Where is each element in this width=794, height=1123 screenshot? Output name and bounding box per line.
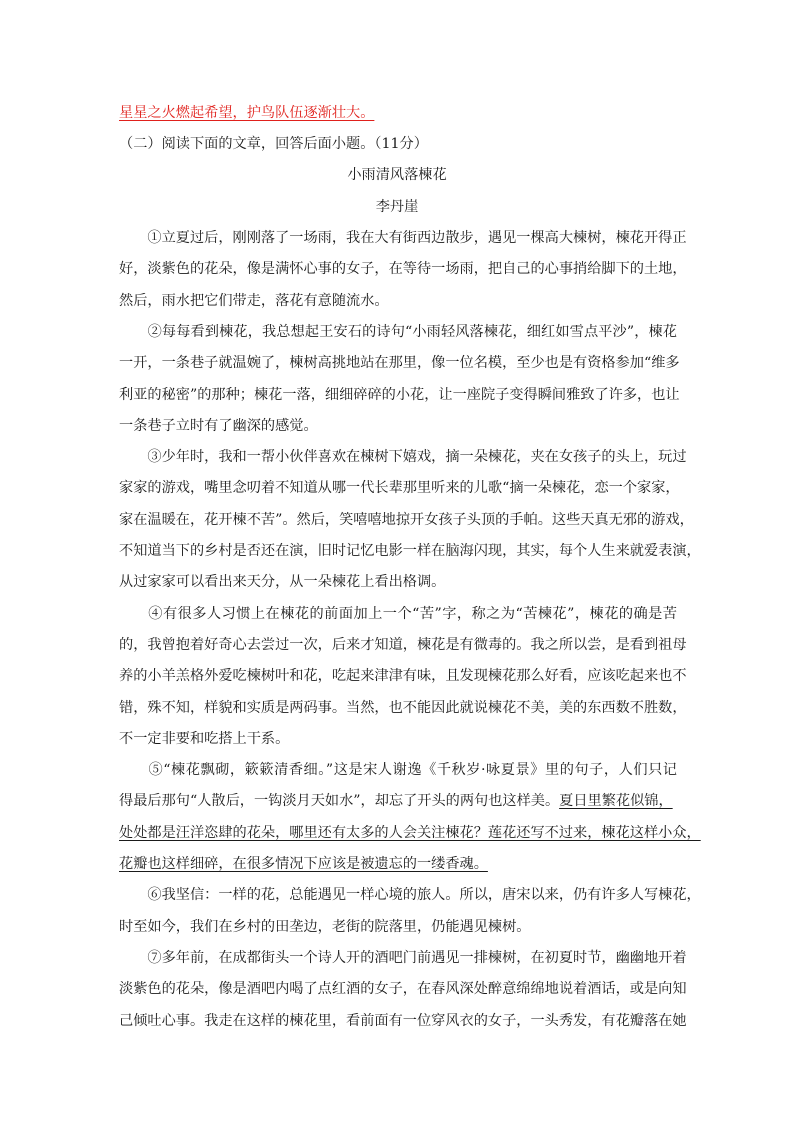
line-text: 处处都是汪洋恣肆的花朵，哪里还有太多的人会关注楝花？莲花还写不过来，楝花这样小众， (119, 824, 701, 841)
line-text: ①立夏过后，刚刚落了一场雨，我在大有街西边散步，遇见一棵高大楝树，楝花开得正 (119, 230, 687, 246)
paragraph-line (119, 763, 677, 777)
paragraph-line (119, 419, 318, 433)
paragraph-line (119, 920, 530, 934)
paragraph-line (119, 511, 694, 528)
paragraph-line (119, 575, 445, 589)
line-text: ⑤“楝花飘砌，簌簌清香细。”这是宋人谢逸《千秋岁·咏夏景》里的句子，人们只记 (119, 762, 677, 779)
paragraph-line (119, 261, 687, 278)
line-text: 一条巷子立时有了幽深的感觉。 (119, 417, 318, 434)
paragraph-line (119, 294, 389, 308)
answer-line: 星星之火燃起希望，护鸟队伍逐渐壮大。 (119, 105, 375, 121)
paragraph-line (119, 449, 687, 466)
line-text: 好，淡紫色的花朵，像是满怀心事的女子，在等待一场雨，把自己的心事捎给脚下的土地， (119, 261, 687, 278)
line-text: 然后，雨水把它们带走，落花有意随流水。 (119, 292, 389, 309)
paragraph-line (119, 355, 680, 372)
paragraph-line (119, 543, 701, 559)
paragraph-line (119, 1012, 687, 1029)
paragraph-line (119, 480, 680, 497)
paragraph-line (119, 824, 701, 841)
line-text: 错，殊不知，样貌和实质是两码事。当然，也不能因此就说楝花不美，美的东西数不胜数， (119, 699, 687, 716)
line-text: 淡紫色的花朵，像是酒吧内喝了点红酒的女子，在春风深处醉意绵绵地说着酒话，或是向知 (119, 981, 687, 998)
line-text: 的，我曾抱着好奇心去尝过一次，后来才知道，楝花是有微毒的。我之所以尝，是看到祖母 (119, 636, 687, 653)
paragraph-line (119, 699, 687, 716)
line-text: 利亚的秘密”的那种；楝花一落，细细碎碎的小花，让一座院子变得瞬间雅致了许多，也让 (119, 386, 680, 403)
line-text: 从过家家可以看出来天分，从一朵楝花上看出格调。 (119, 574, 446, 591)
paragraph-line (119, 732, 289, 746)
line-text: 不一定非要和吃搭上干系。 (119, 730, 290, 747)
line-text: ④有很多人习惯上在楝花的前面加上一个“苦”字，称之为“苦楝花”，楝花的确是苦 (119, 605, 677, 622)
paragraph-line (119, 386, 680, 403)
line-text: 时至如今，我们在乡村的田垄边，老街的院落里，仍能遇见楝树。 (119, 918, 531, 935)
article-title: 小雨清风落楝花 (347, 167, 447, 183)
line-text: 花瓣也这样细碎，在很多情况下应该是被遗忘的一缕香魂。 (119, 856, 488, 872)
article-author: 李丹崖 (375, 199, 419, 215)
line-text: 不知道当下的乡村是否还在演，旧时记忆电影一样在脑海闪现，其实，每个人生来就爱表演， (119, 543, 701, 559)
paragraph-line (119, 857, 488, 871)
paragraph-line (119, 949, 687, 966)
line-text: 家在温暖在，花开楝不苦”。然后，笑嘻嘻地掠开女孩子头顶的手帕。这些天真无邪的游戏， (119, 511, 694, 528)
line-text: ⑦多年前，在成都街头一个诗人开的酒吧门前遇见一排楝树，在初夏时节，幽幽地开着 (119, 949, 687, 966)
line-text: 养的小羊羔格外爱吃楝树叶和花，吃起来津津有味，且发现楝花那么好看，应该吃起来也不 (119, 668, 687, 685)
paragraph-line (119, 981, 687, 998)
paragraph-line (119, 636, 687, 653)
line-text: 得最后那句“人散后，一钩淡月天如水”，却忘了开头的两句也这样美。 (119, 793, 560, 810)
line-text: ②每每看到楝花，我总想起王安石的诗句“小雨轻风落楝花，细红如雪点平沙”，楝花 (119, 323, 677, 340)
paragraph-line (119, 230, 687, 246)
paragraph-line (119, 607, 677, 621)
paragraph-line (119, 794, 673, 808)
section-instruction: （二）阅读下面的文章，回答后面小题。（11分） (119, 136, 428, 152)
paragraph-line (119, 325, 677, 339)
paragraph-line (119, 887, 701, 904)
line-text: 己倾吐心事。我走在这样的楝花里，看前面有一位穿风衣的女子，一头秀发，有花瓣落在她 (119, 1012, 687, 1029)
paragraph-line (119, 668, 687, 685)
line-text: ⑥我坚信：一样的花，总能遇见一样心境的旅人。所以，唐宋以来，仍有许多人写楝花， (119, 887, 701, 904)
line-text: 一开，一条巷子就温婉了，楝树高挑地站在那里，像一位名模，至少也是有资格参加“维多 (119, 355, 680, 372)
underlined-sentence: 夏日里繁花似锦， (559, 793, 673, 810)
line-text: 家家的游戏，嘴里念叨着不知道从哪一代长辈那里听来的儿歌“摘一朵楝花，恋一个家家， (119, 480, 680, 497)
line-text: ③少年时，我和一帮小伙伴喜欢在楝树下嬉戏，摘一朵楝花，夹在女孩子的头上，玩过 (119, 449, 687, 466)
